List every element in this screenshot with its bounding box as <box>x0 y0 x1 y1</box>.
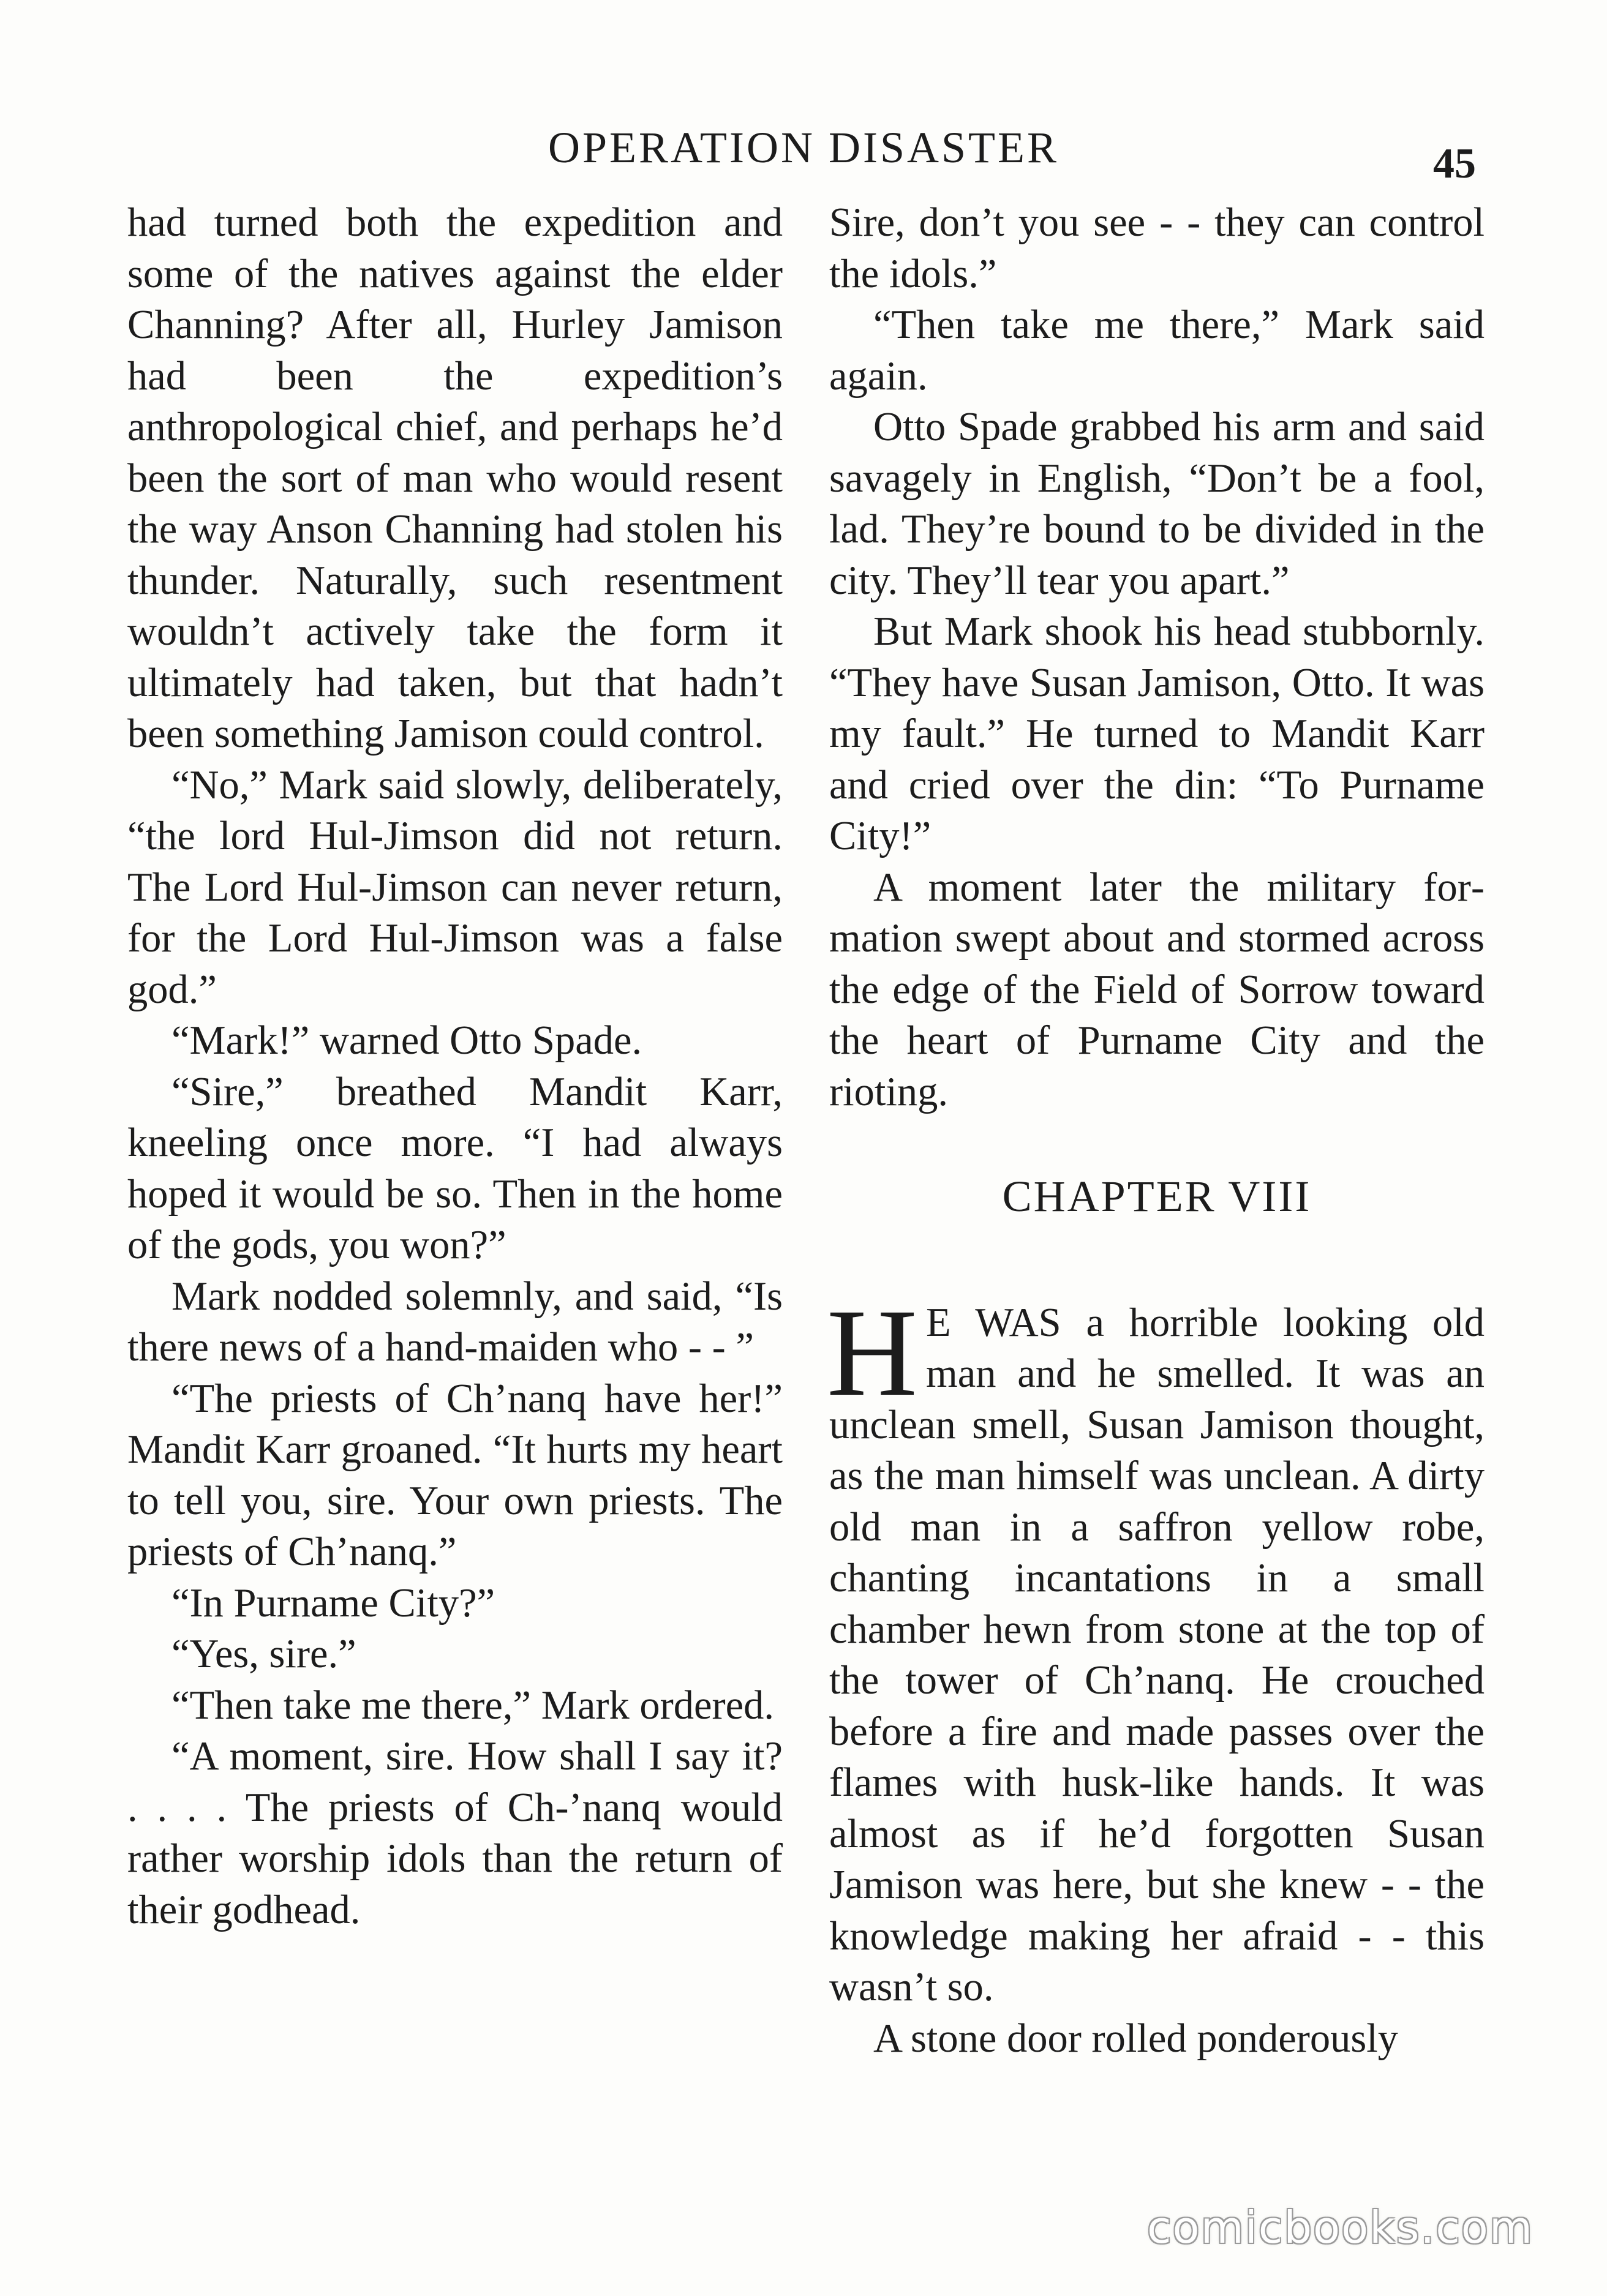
paragraph: “Mark!” warned Otto Spade. <box>171 1018 642 1063</box>
drop-cap: H <box>827 1283 918 1422</box>
paragraph: A moment later the military formation swept about and stormed across the edge of the Field of Sorrow toward the heart of Purname City and the rioting. <box>829 865 1485 1114</box>
paragraph: “The priests of Ch’nanq have her!” Mandit Karr groaned. “It hurts my heart to tell you, sire. Your own priests. The priests of Ch’nanq.” <box>127 1376 783 1574</box>
paragraph: had turned both the expedition and some of the natives against the elder Channing? After all, Hurley Jamison had been the expedition’s anthropological chief, and perhaps he’d been the sort of man who would resent the way Anson Channing had stolen his thunder. Naturally, such resentment wouldn’t actively take the form it ultimately had taken, but that hadn’t been something Jamison could control. <box>127 200 783 756</box>
paragraph: Otto Spade grabbed his arm and said savagely in English, “Don’t be a fool, lad. They’re bound to be divided in the city. They’ll tear you apart.” <box>829 405 1485 603</box>
paragraph: Sire, don’t you see - - they can control the idols.” <box>829 200 1485 296</box>
paragraph: A stone door rolled ponderously <box>873 2016 1398 2061</box>
paragraph: “A moment, sire. How shall I say it? . . . . The priests of Ch-’nanq would rather worship idols than the return of their godhead. <box>127 1734 783 1932</box>
paragraph: “In Purname City?” <box>171 1580 495 1626</box>
paragraph: “Then take me there,” Mark said again. <box>829 302 1485 399</box>
paragraph: Mark nodded solemnly, and said, “Is there news of a hand-maiden who - - ” <box>127 1274 783 1370</box>
paragraph-text: E WAS a horrible looking old man and he smelled. It was an unclean smell, Susan Jamison thought, as the man himself was unclean. A dirty old man in a saffron yellow robe, chanting incantations in a small chamber hewn from stone at the top of the tower of Ch’nanq. He crouched before a fire and made passes over the flames with husk-like hands. It was almost as if he’d forgotten Susan Jamison was here, but she knew - - the knowledge making her afraid - - this wasn’t so. <box>829 1300 1485 2009</box>
running-title: OPERATION DISASTER <box>548 123 1059 172</box>
paragraph: “No,” Mark said slowly, deliberately, “the lord Hul-Jimson did not return. The Lord Hul-Jimson can never return, for the Lord Hul-Jimson was a false god.” <box>127 762 783 1012</box>
paragraph: But Mark shook his head stubbornly. “They have Susan Jamison, Otto. It was my fault.” He turned to Mandit Karr and cried over the din: “To Purname City!” <box>829 609 1485 858</box>
paragraph: “Yes, sire.” <box>171 1632 356 1676</box>
right-column <box>829 197 1485 2064</box>
left-column <box>127 197 783 1935</box>
watermark: comicbooks.com <box>1146 2202 1534 2253</box>
chapter-first-paragraph <box>827 1283 1485 2013</box>
paragraph: “Sire,” breathed Mandit Karr, kneeling once more. “I had always hoped it would be so. Then in the home of the gods, you won?” <box>127 1069 783 1267</box>
paragraph: “Then take me there,” Mark ordered. <box>171 1683 775 1728</box>
chapter-heading: CHAPTER VIII <box>1002 1172 1312 1221</box>
page-number: 45 <box>1433 140 1476 187</box>
